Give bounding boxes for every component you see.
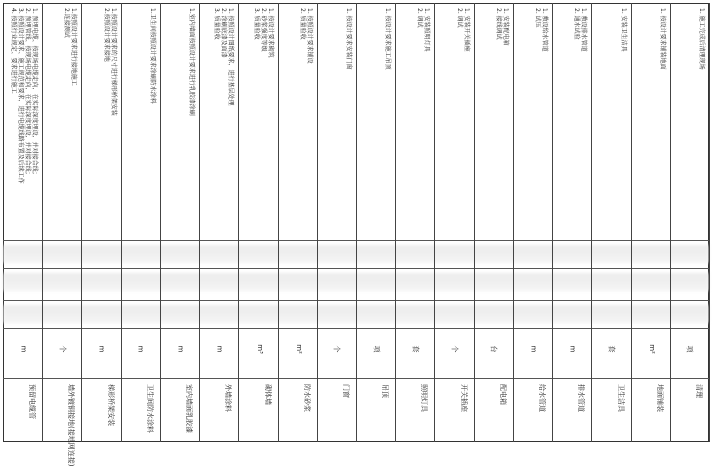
work-description [63,8,77,338]
item-name: 墙外镀铜接地(接地网连接) [67,384,76,466]
unit-cell: m² [647,344,656,354]
item-name: 卫生间防水涂料 [145,384,154,433]
work-description [620,8,627,338]
column-divider [552,3,553,442]
item-name: 开关插座 [459,384,468,412]
description-line: 3. 质量验收 [213,8,221,40]
unit-cell: 台 [489,345,498,353]
work-description [384,8,391,338]
work-description [345,8,352,338]
unit-cell: m² [294,344,303,354]
unit-cell: 项 [372,345,381,353]
description-line: 1. 敷设给水管道 [541,8,549,52]
work-description [253,8,274,338]
unit-cell: m [175,345,184,353]
column-divider [631,3,632,442]
description-line: 1. 按照设计图纸要求，进行基层处理 [227,8,235,106]
item-name: 梯形桥架安装 [106,384,115,426]
column-divider [670,3,671,442]
item-name: 配电箱 [498,384,507,405]
work-description [659,8,666,338]
description-line: 1. 预埋电缆、按现场电缆走向，在实际深度埋设，并对接合线； [31,8,39,178]
description-line: 3. 质量验收 [252,8,260,40]
unit-cell: 项 [685,345,694,353]
unit-cell: 套 [607,345,616,353]
description-line: 1. 安装照明灯具 [423,8,431,52]
description-line: 2. 质量验收 [298,8,306,40]
description-line: 1. 按设计要求铺装地面 [658,8,666,70]
column-divider [238,3,239,442]
description-line: 1.室内墙面按照设计要求进行乳胶漆涂刷 [188,8,196,116]
description-line: 2. 试压 [534,8,542,28]
item-name: 预留电缆管 [28,384,37,419]
unit-cell: m [568,345,577,353]
item-name: 室内墙面乳胶漆 [185,384,194,433]
item-name: 吊顶 [381,384,390,398]
column-divider [591,3,592,442]
description-line: 3. 按照设计要求、施工规范和要求，进行电缆线路布置及后续工作 [17,8,25,184]
description-line: 2. 涂刷底漆及面漆 [220,8,228,58]
column-divider [474,3,475,442]
column-divider [81,3,82,442]
unit-cell: m³ [255,344,264,354]
column-divider [199,3,200,442]
unit-cell: m [136,345,145,353]
description-line: 2. 通水试验 [573,8,581,40]
description-line: 2. 调试 [455,8,463,28]
column-divider [121,3,122,442]
description-line: 1. 敷设排水管道 [580,8,588,52]
item-name: 外墙涂料 [224,384,233,412]
description-line: 2.连接测试 [63,8,71,38]
item-name: 给水管道 [538,384,547,412]
column-divider [356,3,357,442]
unit-cell: m [19,345,28,353]
column-divider [278,3,279,442]
work-description [10,8,38,338]
description-line: 2. 调试 [416,8,424,28]
unit-cell: 套 [411,345,420,353]
description-line: 1.按照设计要求的尺寸进行梯形桥架安装 [109,8,117,116]
item-name: 地面铺装 [655,384,664,412]
description-line: 2. 砂浆强度等级 [259,8,267,52]
description-line: 4. 按照行业规定、要求进行施工 [10,8,18,94]
work-description [149,8,156,338]
column-divider [42,3,43,442]
item-name: 清理 [695,384,703,398]
work-description [103,8,117,338]
item-name: 门窗 [342,384,350,398]
item-name: 照明灯具 [420,384,429,412]
column-divider [395,3,396,442]
description-line: 1. 安装卫生洁具 [619,8,627,52]
unit-cell: 个 [332,345,341,353]
description-line: 1. 按照设计要求铺设 [305,8,313,64]
work-description [416,8,430,338]
description-line: 1.卫生间按照设计要求涂刷防水涂料 [148,8,156,104]
description-line: 1. 施工完成后清理现场 [698,8,705,70]
unit-cell: m [215,345,224,353]
item-name: 排水管道 [577,384,586,412]
unit-cell: m [97,345,106,353]
description-line: 1. 按设计要求施工吊顶 [384,8,392,70]
work-description [698,8,705,338]
item-name: 砌体墙 [263,384,272,405]
column-divider [317,3,318,442]
item-name: 防水砂浆 [302,384,311,412]
unit-cell: 个 [450,345,459,353]
work-description [213,8,234,338]
column-divider [160,3,161,442]
column-divider [709,3,710,442]
item-name: 卫生洁具 [616,384,625,412]
work-description [299,8,313,338]
description-line: 2. 预埋管线、按现场电缆走向，在实际深度埋设，并对接合线； [24,8,32,178]
description-line: 1. 按设计要求砌筑 [266,8,274,58]
description-line: 1. 安装配电箱 [501,8,509,46]
work-description [456,8,470,338]
column-divider [434,3,435,442]
description-line: 1.按照设计要求进行接地施工 [70,8,78,86]
description-line: 2. 接线调试 [494,8,502,40]
unit-cell: m [528,345,537,353]
work-description [573,8,587,338]
column-divider [513,3,514,442]
description-line: 1. 按设计要求安装门窗 [345,8,352,70]
work-description [495,8,509,338]
unit-cell: 个 [58,345,67,353]
description-line: 1. 安装开关插座 [462,8,470,52]
work-description [534,8,548,338]
work-description [188,8,195,338]
description-line: 2.按照设计要求接地 [102,8,110,62]
